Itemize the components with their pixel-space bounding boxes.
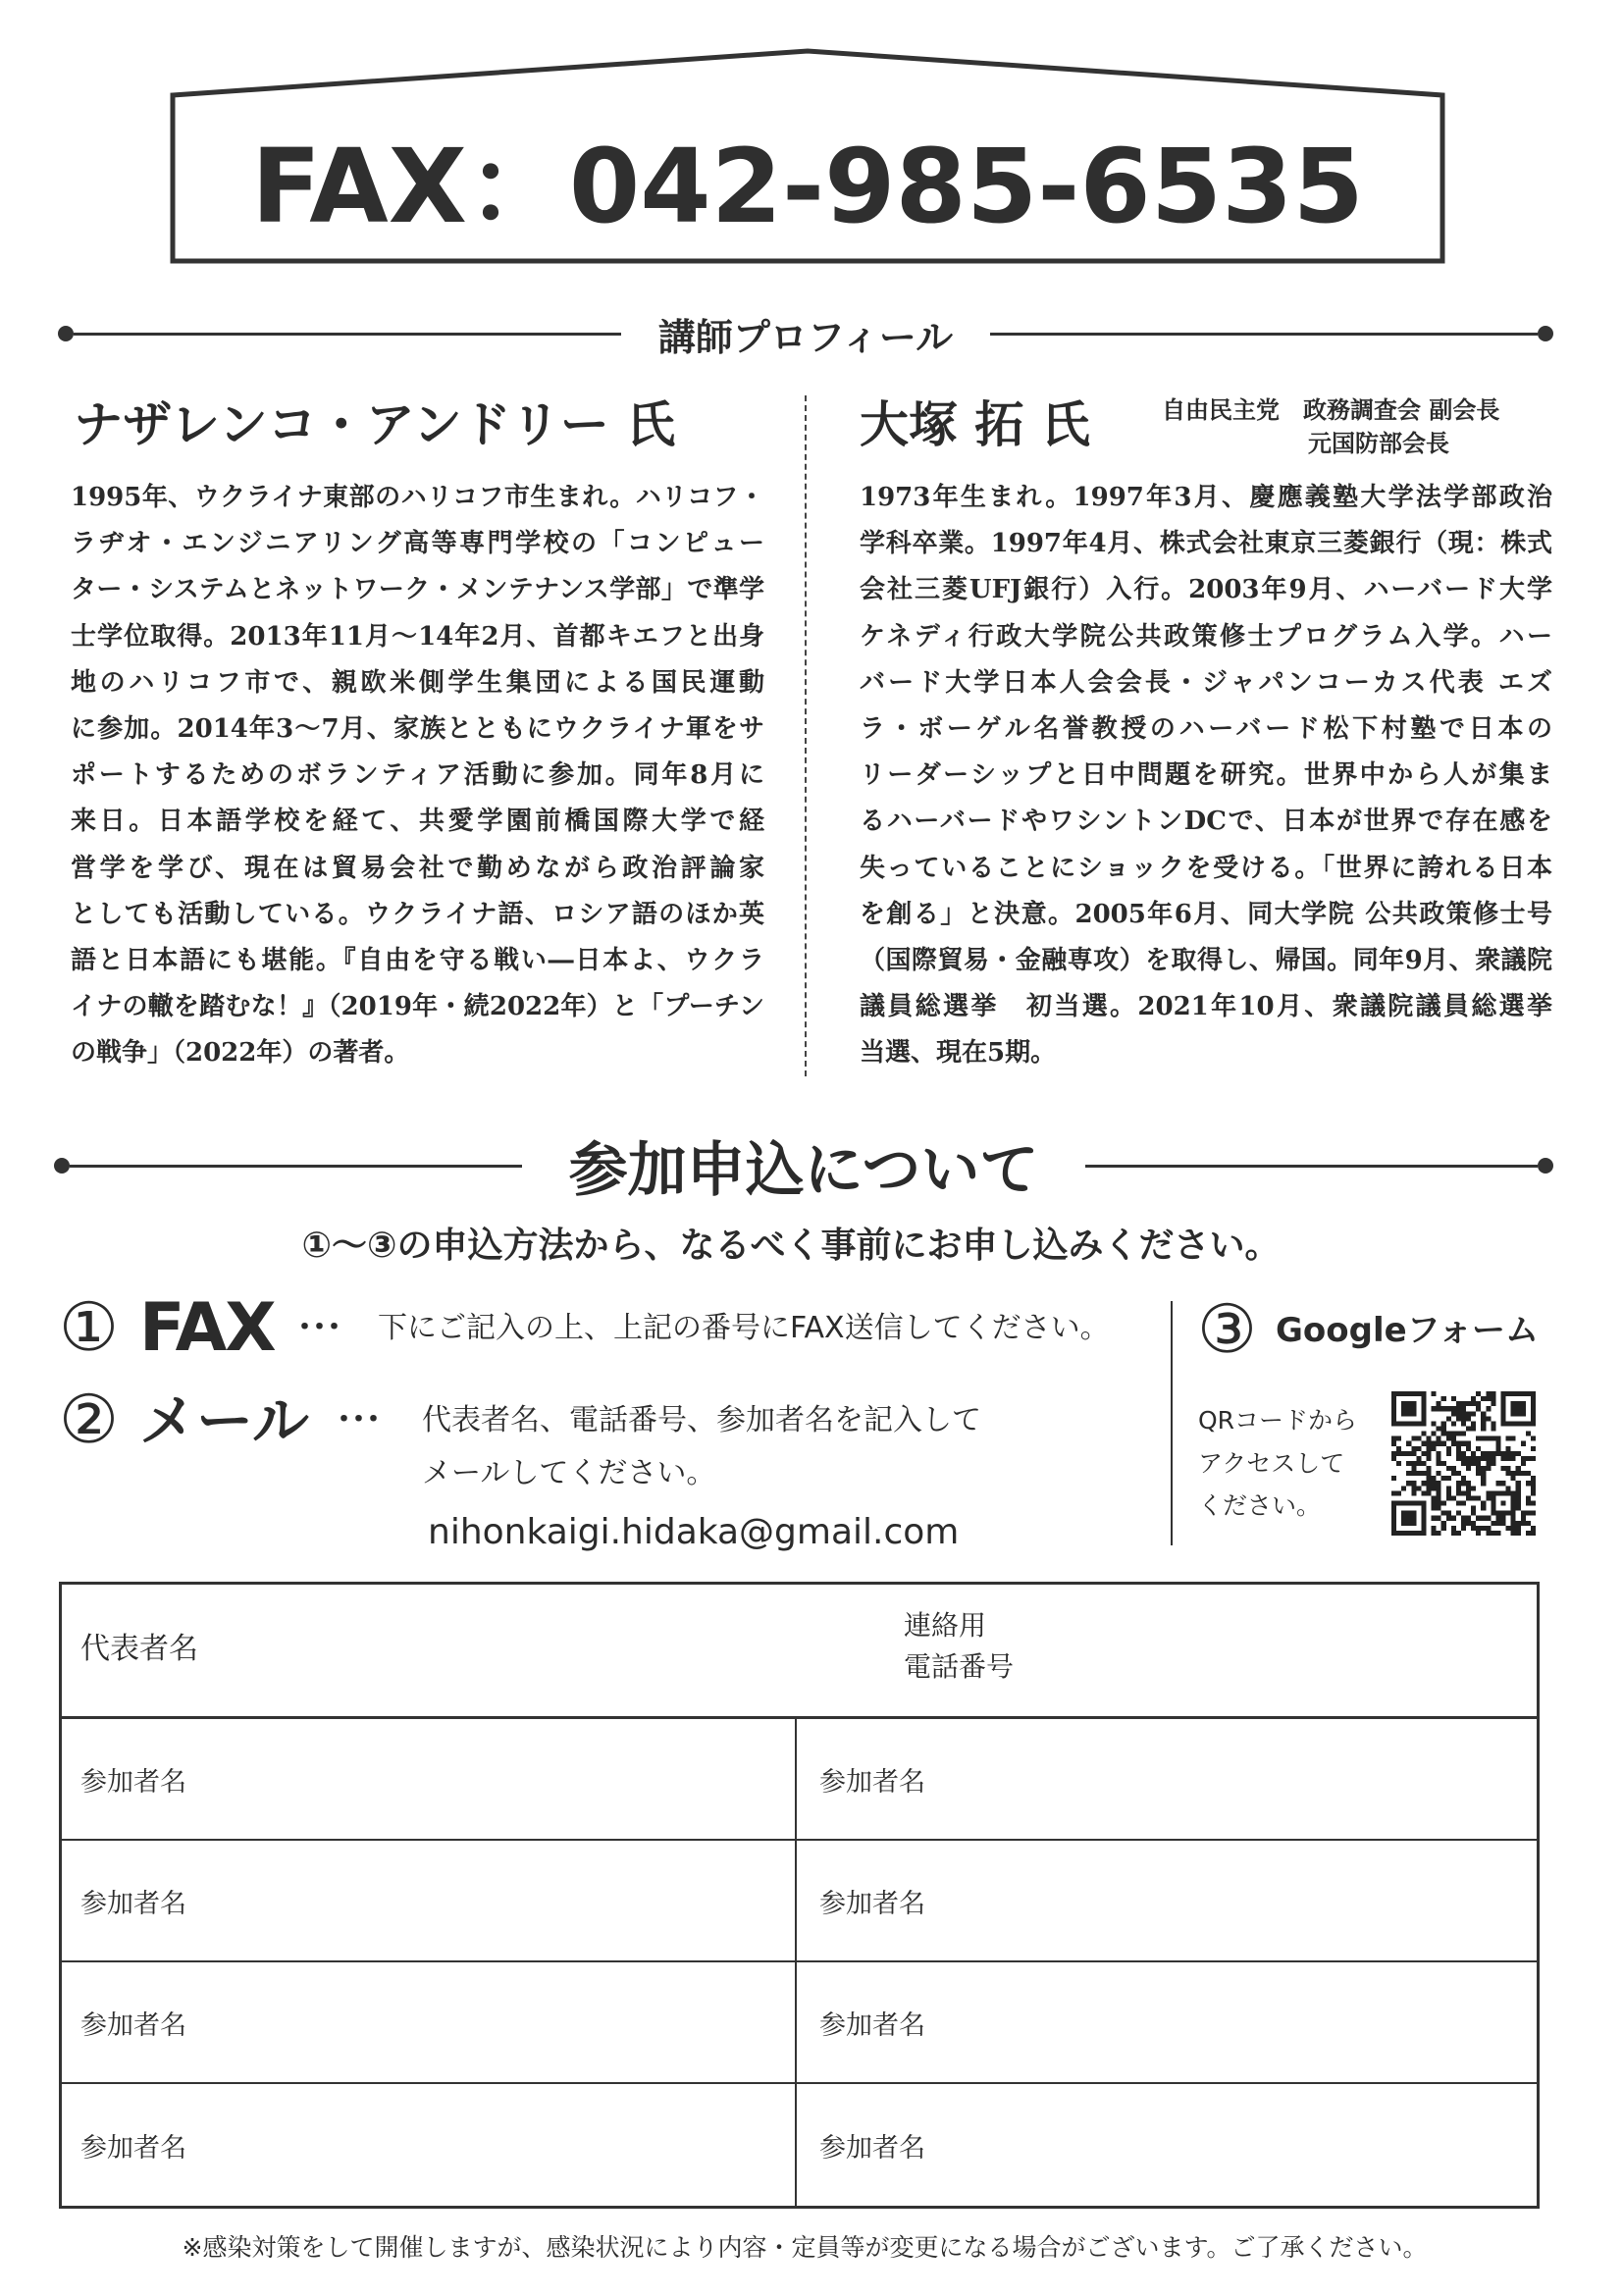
- mail-method-text: 代表者名、電話番号、参加者名を記入して: [422, 1403, 981, 1437]
- bio-line: ケネディ行政大学院公共政策修士プログラム入学。ハー: [860, 621, 1552, 652]
- contact-phone-label-line: 電話番号: [904, 1650, 1015, 1683]
- contact-phone-label: [904, 1605, 1014, 1688]
- fax-method-text: 下にご記入の上、上記の番号にFAX送信してください。: [378, 1311, 1110, 1345]
- bio-line: 失っていることにショックを受ける。「世界に誇れる日本: [860, 853, 1552, 883]
- bio-line: 議員総選挙 初当選。2021年10月、衆議院議員総選挙: [860, 992, 1552, 1022]
- application-intro: ①〜③の申込方法から、なるべく事前にお申し込みください。: [301, 1226, 1281, 1266]
- speaker-bio-nazarenko: [71, 475, 764, 1076]
- google-form-label: Googleフォーム: [1276, 1311, 1539, 1350]
- participant-cell: [62, 2084, 797, 2206]
- participant-cell: [797, 1962, 1537, 2082]
- participant-row: [62, 1841, 1537, 1962]
- participant-name-label: 参加者名: [80, 2009, 186, 2041]
- divider-dot: [58, 326, 74, 341]
- participant-cell: [62, 1841, 797, 1960]
- infection-control-footnote: ※感染対策をして開催しますが、感染状況により内容・定員等が変更になる場合がございます。ご了承ください。: [182, 2233, 1428, 2262]
- divider-dot: [1538, 326, 1553, 341]
- divider-line: [1085, 1165, 1538, 1168]
- divider-line: [74, 333, 621, 336]
- representative-name-label: 代表者名: [80, 1632, 198, 1666]
- participant-cell: [62, 1962, 797, 2082]
- bio-line: ラ・ボーゲル名誉教授のハーバード松下村塾で日本の: [860, 713, 1552, 744]
- participant-cell: [797, 1719, 1537, 1839]
- participant-name-label: 参加者名: [819, 1766, 925, 1798]
- participant-name-label: 参加者名: [80, 2132, 186, 2164]
- bio-line: としても活動している。ウクライナ語、ロシア語のほか英: [71, 899, 764, 929]
- bio-line: 1973年生まれ。1997年3月、慶應義塾大学法学部政治: [860, 483, 1552, 512]
- speaker-title-line: 元国防部会長: [1308, 429, 1449, 457]
- bio-line: 語と日本語にも堪能。『自由を守る戦い―日本よ、ウクラ: [71, 945, 764, 975]
- form-header-row: [62, 1585, 1537, 1719]
- bio-line: ター・システムとネットワーク・メンテナンス学部」で準学: [71, 575, 764, 605]
- participant-name-label: 参加者名: [80, 1888, 186, 1919]
- circled-number-3: ③: [1197, 1291, 1257, 1369]
- contact-phone-label-line: 連絡用: [904, 1609, 987, 1642]
- profile-section-heading: [58, 304, 1553, 363]
- application-form-table: [59, 1582, 1540, 2209]
- bio-line: ポートするためのボランティア活動に参加。同年8月に: [71, 760, 764, 791]
- application-section-heading: [54, 1131, 1553, 1205]
- bio-line: に参加。2014年3〜7月、家族とともにウクライナ軍をサ: [71, 713, 764, 744]
- bio-line: 1995年、ウクライナ東部のハリコフ市生まれ。ハリコフ・: [71, 483, 764, 512]
- profile-heading-text: 講師プロフィール: [657, 315, 954, 359]
- speaker-title-line: 自由民主党 政務調査会 副会長: [1162, 395, 1500, 424]
- mail-method-label: メール: [139, 1387, 309, 1454]
- contact-email-address: nihonkaigi.hidaka@gmail.com: [428, 1512, 960, 1552]
- leader-dots: ･･･: [337, 1403, 381, 1437]
- bio-line: 士学位取得。2013年11月〜14年2月、首都キエフと出身: [71, 621, 764, 652]
- participant-row: [62, 2084, 1537, 2206]
- bio-line: バード大学日本人会会長・ジャパンコーカス代表 エズ: [860, 667, 1552, 698]
- participant-row: [62, 1962, 1537, 2084]
- qr-instructions: [1198, 1399, 1357, 1528]
- qr-instruction-line: QRコードから: [1198, 1406, 1358, 1435]
- bio-line: 地のハリコフ市で、親欧米側学生集団による国民運動: [71, 667, 764, 698]
- mail-method-text: メールしてください。: [422, 1456, 716, 1490]
- bio-line: イナの轍を踏むな！』（2019年・続2022年）と「プーチン: [71, 992, 764, 1022]
- divider-line: [70, 1165, 522, 1168]
- qr-instruction-line: アクセスして: [1198, 1448, 1345, 1478]
- bio-line: 当選、現在5期。: [860, 1038, 1057, 1069]
- bio-line: を創る」と決意。2005年6月、同大学院 公共政策修士号: [860, 899, 1552, 929]
- bio-line: ラヂオ・エンジニアリング高等専門学校の「コンピュー: [71, 529, 764, 559]
- participant-name-label: 参加者名: [819, 2009, 925, 2041]
- bio-line: の戦争」（2022年）の著者。: [71, 1038, 410, 1069]
- participant-row: [62, 1719, 1537, 1841]
- bio-line: 来日。日本語学校を経て、共愛学園前橋国際大学で経: [71, 807, 764, 837]
- speaker-bio-otsuka: [860, 475, 1552, 1076]
- method-column-separator: [1171, 1301, 1173, 1545]
- fax-method-label: FAX: [139, 1289, 275, 1367]
- participant-cell: [797, 2084, 1537, 2206]
- participant-name-label: 参加者名: [819, 1888, 925, 1919]
- qr-instruction-line: ください。: [1198, 1491, 1322, 1520]
- speaker-name-nazarenko: ナザレンコ・アンドリー 氏: [74, 396, 676, 453]
- bio-line: 会社三菱UFJ銀行）入行。2003年9月、ハーバード大学: [860, 575, 1552, 605]
- profile-column-divider: [805, 395, 807, 1076]
- participant-name-label: 参加者名: [819, 2132, 925, 2164]
- participant-cell: [62, 1719, 797, 1839]
- bio-line: （国際貿易・金融専攻）を取得し、帰国。同年9月、衆議院: [860, 945, 1552, 975]
- bio-line: 学科卒業。1997年4月、株式会社東京三菱銀行（現：株式: [860, 529, 1552, 559]
- bio-line: 営学を学び、現在は貿易会社で勤めながら政治評論家: [71, 853, 764, 883]
- divider-line: [990, 333, 1538, 336]
- participant-name-label: 参加者名: [80, 1766, 186, 1798]
- application-heading-text: 参加申込について: [568, 1136, 1039, 1205]
- qr-code: [1391, 1391, 1536, 1536]
- bio-line: リーダーシップと日中問題を研究。世界中から人が集ま: [860, 760, 1552, 791]
- divider-dot: [54, 1158, 70, 1174]
- speaker-name-otsuka: 大塚 拓 氏: [860, 396, 1090, 453]
- fax-number: FAX：042-985-6535: [251, 127, 1364, 246]
- divider-dot: [1538, 1158, 1553, 1174]
- bio-line: るハーバードやワシントンDCで、日本が世界で存在感を: [860, 807, 1552, 837]
- leader-dots: ･･･: [297, 1311, 341, 1345]
- circled-number-1: ①: [59, 1289, 119, 1367]
- participant-cell: [797, 1841, 1537, 1960]
- circled-number-2: ②: [59, 1382, 119, 1459]
